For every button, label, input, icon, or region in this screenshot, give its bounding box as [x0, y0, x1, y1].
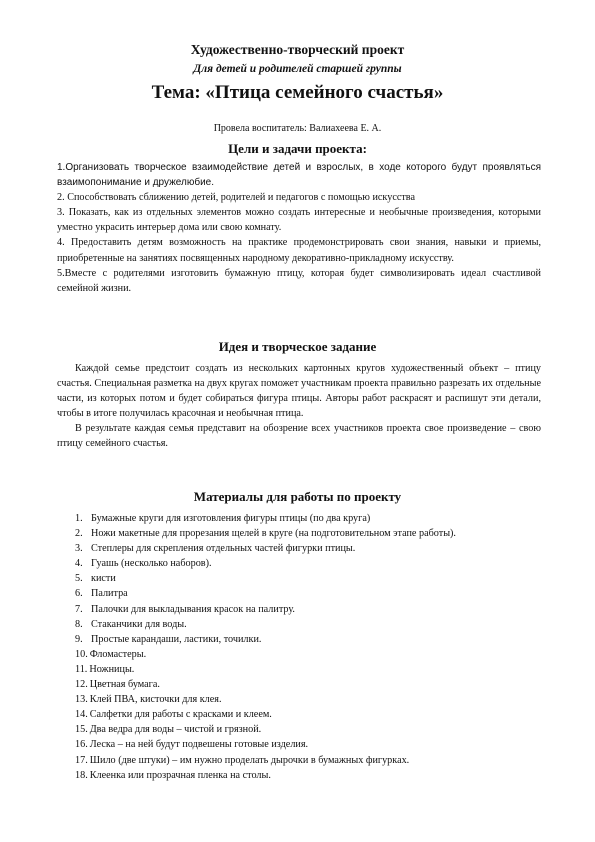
material-text: Гуашь (несколько наборов).: [91, 558, 212, 570]
material-number: 6.: [75, 588, 83, 600]
material-number: 2.: [75, 528, 83, 540]
author-line: Провела воспитатель: Валиахеева Е. А.: [213, 123, 382, 134]
material-text: Ножницы.: [89, 663, 135, 675]
material-item: [75, 556, 541, 571]
material-item: [75, 737, 541, 752]
material-text: Ножи макетные для прорезания щелей в круге (на подготовительном этапе работы).: [91, 528, 456, 540]
materials-list: [75, 511, 541, 783]
goal-item: 1.Организовать творческое взаимодействие детей и взрослых, в ходе которого будут проявляться взаимопонимание и дружелюбие.: [57, 162, 541, 189]
material-number: 8.: [75, 618, 83, 630]
material-number: 3.: [75, 543, 83, 555]
material-text: Цветная бумага.: [89, 679, 160, 691]
material-text: Простые карандаши, ластики, точилки.: [91, 633, 262, 645]
goal-item: 3. Показать, как из отдельных элементов можно создать интересные и необычные произведения, которыми уместно украсить интерьер дома или свою комнату.: [57, 207, 541, 234]
material-number: 9.: [75, 633, 83, 645]
material-text: Клеенка или прозрачная пленка на столы.: [89, 769, 271, 781]
material-item: [75, 753, 541, 768]
material-text: кисти: [91, 573, 116, 585]
material-number: 15.: [75, 724, 88, 736]
goal-item: 2. Способствовать сближению детей, родителей и педагогов с помощью искусства: [57, 192, 416, 204]
material-text: Клей ПВА, кисточки для клея.: [89, 694, 222, 706]
material-number: 16.: [75, 739, 88, 751]
material-number: 12.: [75, 679, 88, 691]
idea-paragraph: Каждой семье предстоит создать из нескольких картонных кругов художественный объект – птицу счастья. Специальная разметка на двух кругах поможет участникам проекта правильно разрезать их отдельные части, из которых потом и будет собираться фигура птицы. Авторы работ раскрасят и распишут эти детали, чтобы в итоге получилась красочная и необычная птица.: [57, 363, 541, 420]
theme-title: Тема: «Птица семейного счастья»: [151, 82, 444, 103]
material-text: Два ведра для воды – чистой и грязной.: [89, 724, 262, 736]
idea-text: [57, 361, 541, 452]
material-item: [75, 768, 541, 783]
material-number: 10.: [75, 648, 88, 660]
material-number: 5.: [75, 573, 83, 585]
material-number: 7.: [75, 603, 83, 615]
project-type-heading: Художественно-творческий проект: [190, 42, 405, 57]
material-item: [75, 602, 541, 617]
material-number: 17.: [75, 754, 88, 766]
material-text: Палитра: [91, 588, 128, 600]
material-item: [75, 677, 541, 692]
material-text: Леска – на ней будут подвешены готовые изделия.: [89, 739, 309, 751]
material-item: [75, 692, 541, 707]
material-item: [75, 632, 541, 647]
material-item: [75, 617, 541, 632]
material-item: [75, 586, 541, 601]
material-number: 14.: [75, 709, 88, 721]
material-text: Палочки для выкладывания красок на палитру.: [91, 603, 295, 615]
material-text: Салфетки для работы с красками и клеем.: [89, 709, 272, 721]
material-item: [75, 707, 541, 722]
idea-paragraph: В результате каждая семья представит на обозрение всех участников проекта свое произведение – свою птицу семейного счастья.: [57, 423, 541, 450]
material-item: [75, 526, 541, 541]
material-text: Фломастеры.: [89, 648, 147, 660]
goal-item: 4. Предоставить детям возможность на практике продемонстрировать свои знания, навыки и приемы, приобретенные на занятиях посвященных народному декоративно-прикладному искусству.: [57, 237, 541, 264]
material-number: 18.: [75, 769, 88, 781]
material-number: 1.: [75, 513, 83, 524]
material-item: [75, 647, 541, 662]
goals-heading: Цели и задачи проекта:: [228, 141, 367, 156]
idea-heading: Идея и творческое задание: [218, 339, 377, 354]
audience-subtitle: Для детей и родителей старшей группы: [193, 63, 402, 75]
material-item: [75, 571, 541, 586]
material-text: Шило (две штуки) – им нужно проделать дырочки в бумажных фигурках.: [89, 754, 410, 766]
goals-list: [57, 160, 541, 296]
material-number: 4.: [75, 558, 83, 570]
material-item: [75, 541, 541, 556]
material-text: Степлеры для скрепления отдельных частей фигурки птицы.: [91, 543, 356, 555]
material-text: Бумажные круги для изготовления фигуры птицы (по два круга): [91, 513, 371, 524]
material-number: 13.: [75, 694, 88, 706]
material-item: [75, 722, 541, 737]
goal-item: 5.Вместе с родителями изготовить бумажную птицу, которая будет символизировать идеал счастливой семейной жизни.: [57, 267, 541, 294]
material-number: 11.: [75, 663, 88, 675]
material-text: Стаканчики для воды.: [91, 618, 187, 630]
materials-heading: Материалы для работы по проекту: [193, 489, 402, 504]
material-item: [75, 662, 541, 677]
material-item: [75, 511, 541, 526]
